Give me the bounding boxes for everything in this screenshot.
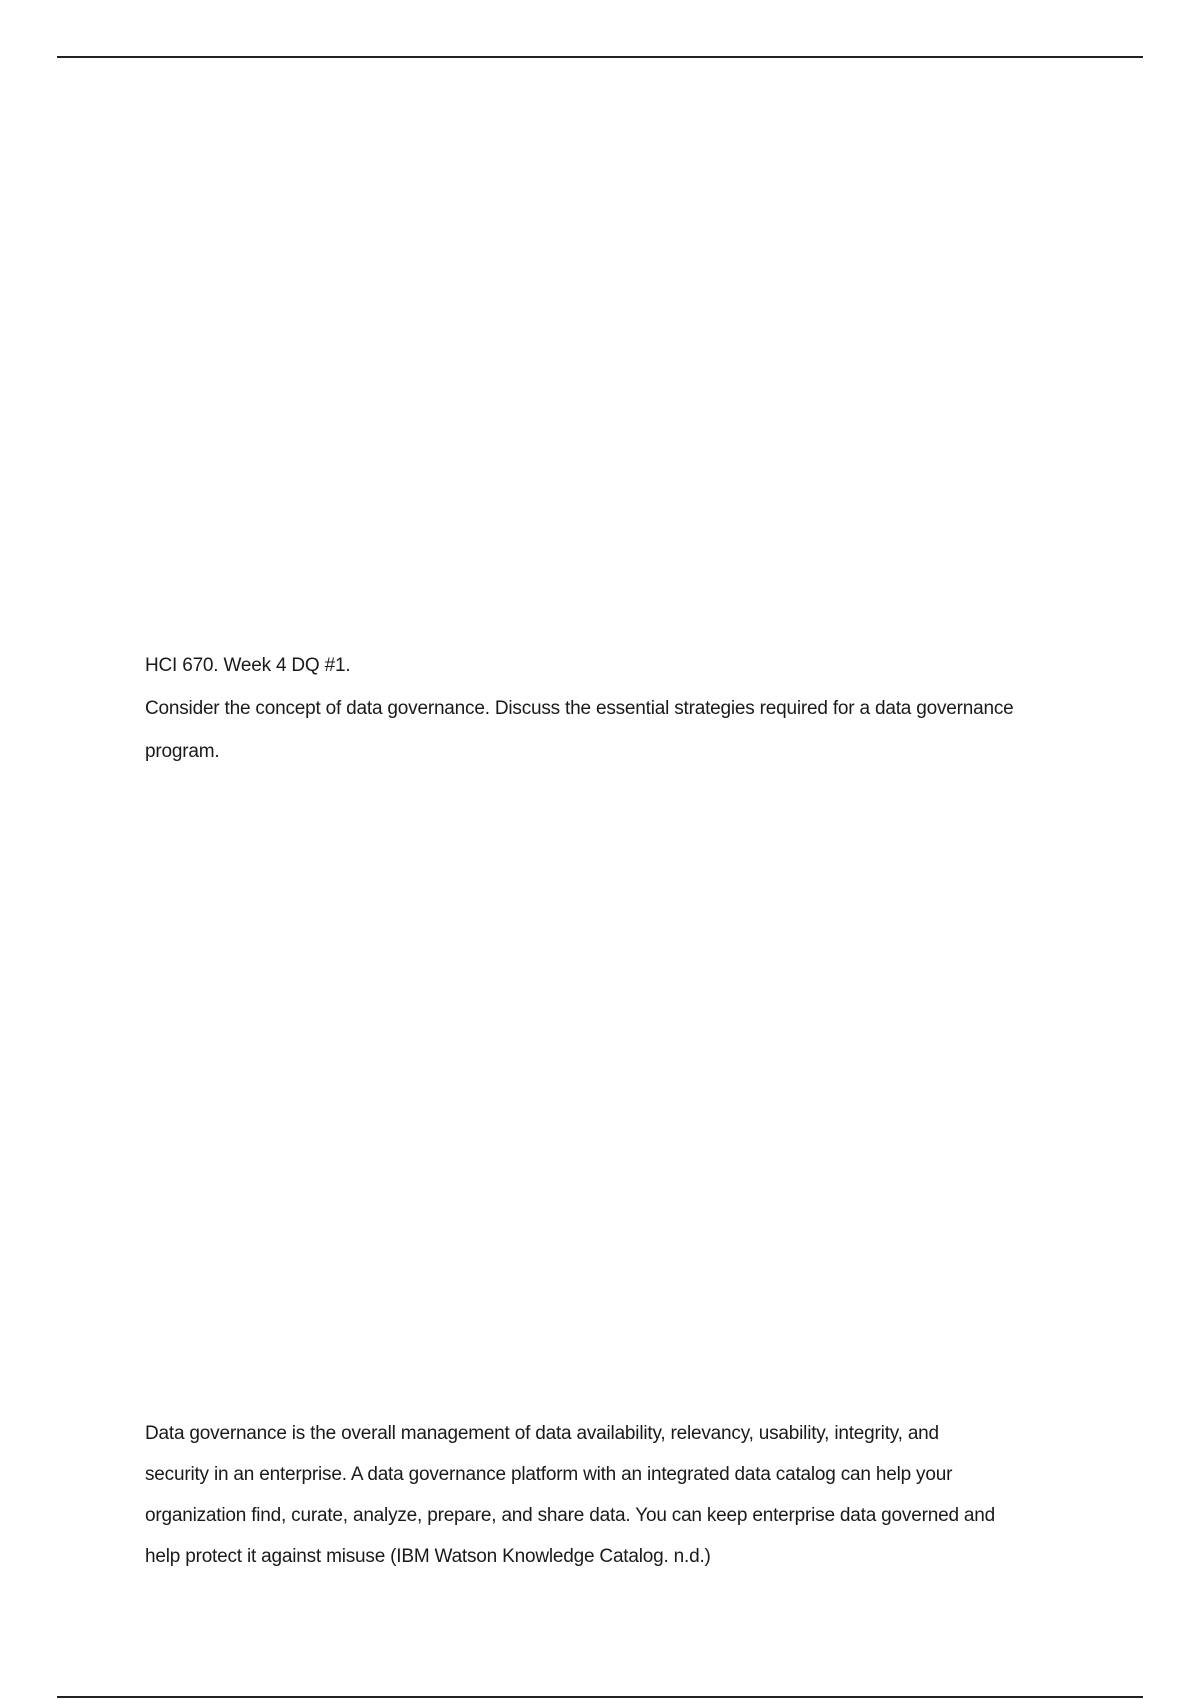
question-section [145,645,1105,772]
question-line: program. [145,741,220,762]
answer-line: help protect it against misuse (IBM Watson Knowledge Catalog. n.d.) [145,1546,711,1567]
answer-section [145,1413,1105,1577]
answer-line: Data governance is the overall management of data availability, relevancy, usability, integrity, and [145,1423,939,1444]
document-heading: HCI 670. Week 4 DQ #1. [145,655,351,676]
top-rule [57,56,1143,58]
answer-line: organization find, curate, analyze, prepare, and share data. You can keep enterprise data governed and [145,1505,995,1526]
answer-line: security in an enterprise. A data governance platform with an integrated data catalog can help your [145,1464,953,1485]
bottom-rule [57,1696,1143,1698]
question-line: Consider the concept of data governance. Discuss the essential strategies required for a data governance [145,698,1014,719]
